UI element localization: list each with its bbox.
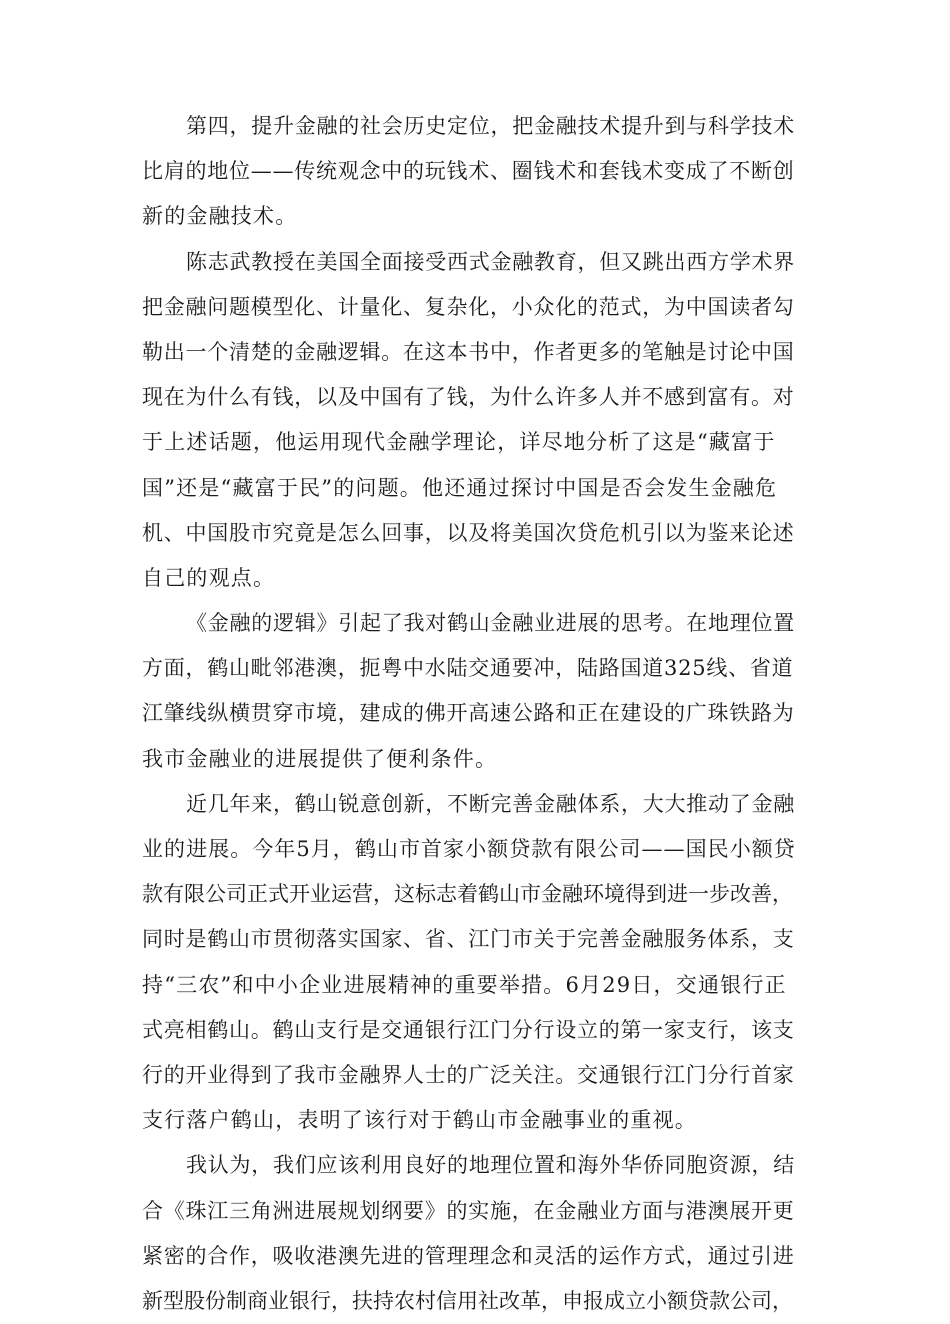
text-line: 行的开业得到了我市金融界人士的广泛关注。交通银行江门分行首家 <box>142 1062 795 1087</box>
text-line: 我市金融业的进展提供了便利条件。 <box>142 746 498 771</box>
text-line: 勒出一个清楚的金融逻辑。在这本书中，作者更多的笔触是讨论中国 <box>142 339 795 364</box>
text-line: 国”还是“藏富于民”的问题。他还通过探讨中国是否会发生金融危 <box>142 475 778 500</box>
text-line: 于上述话题，他运用现代金融学理论，详尽地分析了这是“藏富于 <box>142 430 776 455</box>
text-line: 新型股份制商业银行，扶持农村信用社改革，申报成立小额贷款公司， <box>142 1288 793 1313</box>
text-line: 紧密的合作，吸收港澳先进的管理理念和灵活的运作方式，通过引进 <box>142 1243 795 1268</box>
text-line: 自己的观点。 <box>142 565 276 590</box>
text-line: 支行落户鹤山，表明了该行对于鹤山市金融事业的重视。 <box>142 1108 697 1133</box>
text-line: 式亮相鹤山。鹤山支行是交通银行江门分行设立的第一家支行，该支 <box>142 1017 795 1042</box>
text-line: 江肇线纵横贯穿市境，建成的佛开高速公路和正在建设的广珠铁路为 <box>142 701 795 726</box>
text-line: 同时是鹤山市贯彻落实国家、省、江门市关于完善金融服务体系，支 <box>142 927 795 952</box>
text-line: 机、中国股市究竟是怎么回事，以及将美国次贷危机引以为鉴来论述 <box>142 520 795 545</box>
text-line: 近几年来，鹤山锐意创新，不断完善金融体系，大大推动了金融 <box>186 791 795 816</box>
text-line: 新的金融技术。 <box>142 204 298 229</box>
text-line: 第四，提升金融的社会历史定位，把金融技术提升到与科学技术 <box>186 114 795 138</box>
text-line: 持“三农”和中小企业进展精神的重要举措。6月29日，交通银行正 <box>142 972 787 997</box>
text-line: 陈志武教授在美国全面接受西式金融教育，但又跳出西方学术界 <box>186 249 795 274</box>
document-body <box>142 104 796 1324</box>
text-line: 把金融问题模型化、计量化、复杂化，小众化的范式，为中国读者勾 <box>142 294 795 319</box>
text-line: 业的进展。今年5月，鹤山市首家小额贷款有限公司——国民小额贷 <box>142 837 796 861</box>
text-line: 比肩的地位——传统观念中的玩钱术、圈钱术和套钱术变成了不断创 <box>142 159 795 184</box>
text-line: 《金融的逻辑》引起了我对鹤山金融业进展的思考。在地理位置 <box>186 611 795 636</box>
text-line: 现在为什么有钱，以及中国有了钱，为什么许多人并不感到富有。对 <box>142 385 795 410</box>
text-line: 我认为，我们应该利用良好的地理位置和海外华侨同胞资源，结 <box>186 1153 795 1178</box>
text-line: 款有限公司正式开业运营，这标志着鹤山市金融环境得到进一步改善， <box>142 882 793 907</box>
text-line: 合《珠江三角洲进展规划纲要》的实施，在金融业方面与港澳展开更 <box>142 1198 795 1223</box>
text-line: 方面，鹤山毗邻港澳，扼粤中水陆交通要冲，陆路国道325线、省道 <box>142 656 794 681</box>
